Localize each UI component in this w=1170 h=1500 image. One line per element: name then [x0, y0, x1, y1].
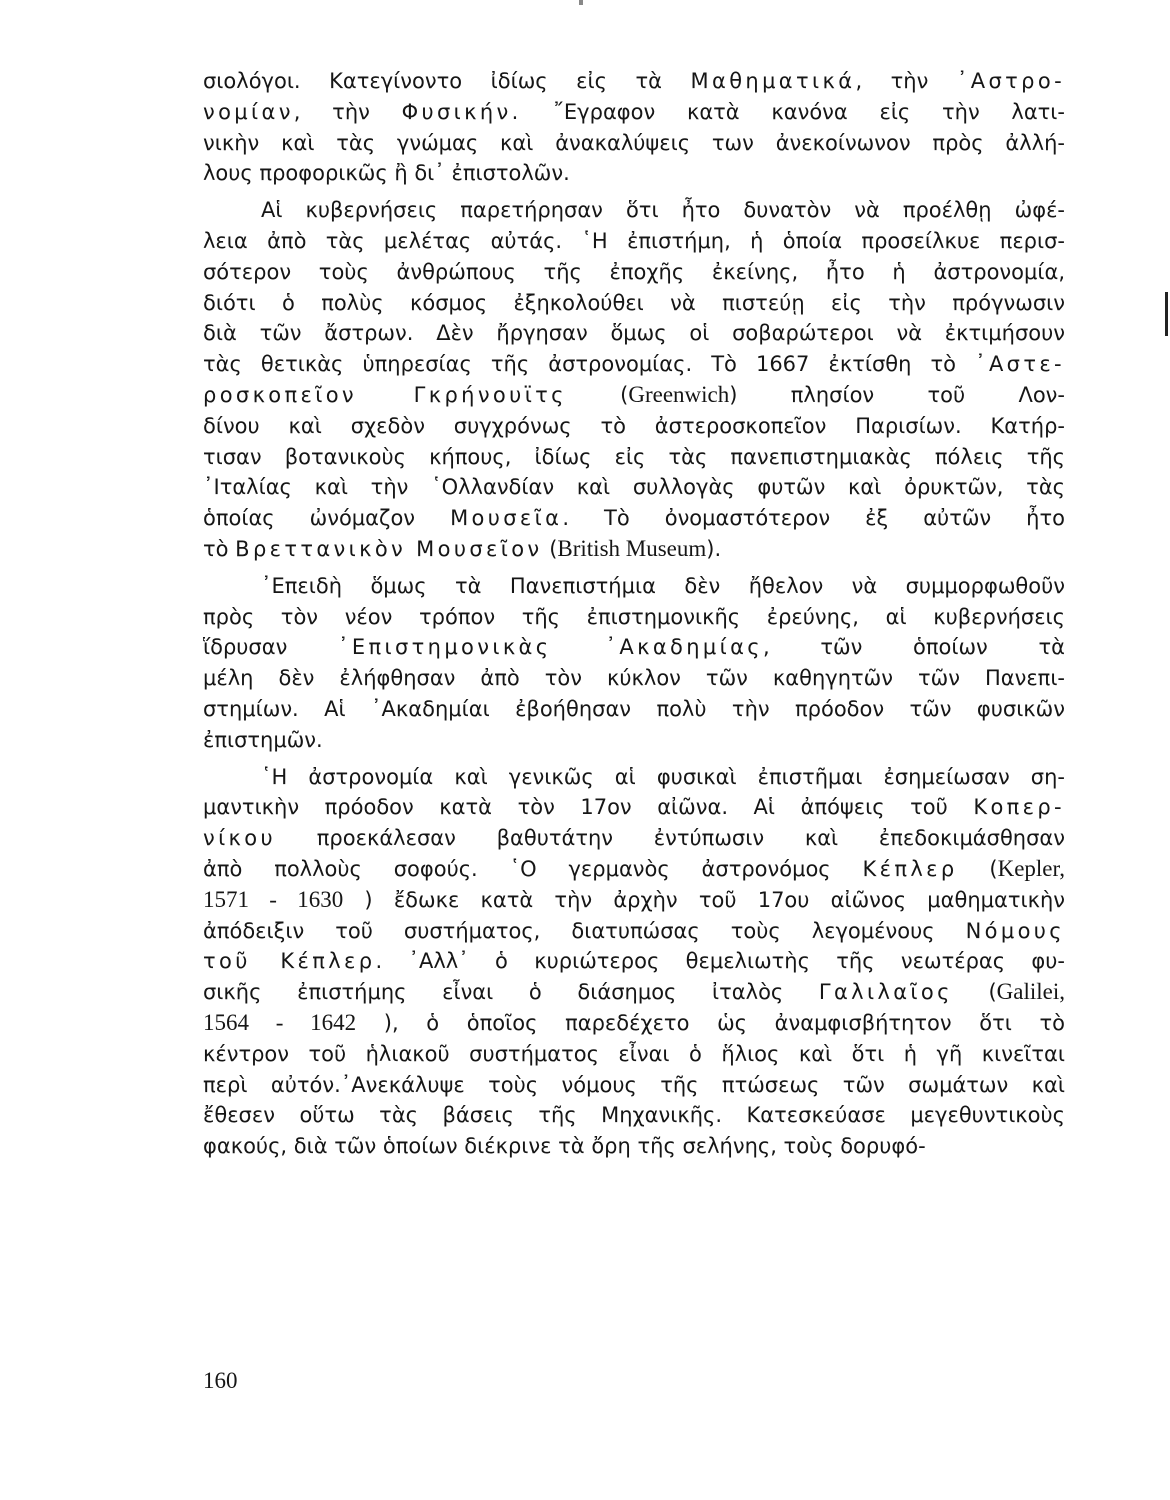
text-run: ῎Εγραφον κατὰ κανόνα εἰς τὴν λατι- — [521, 99, 1065, 124]
text-run: φακούς, διὰ τῶν ὁποίων διέκρινε τὰ ὄρη τῆς σελήνης, τοὺς δορυφό- — [203, 1134, 926, 1159]
text-line — [203, 1100, 1065, 1131]
text-line — [203, 725, 1065, 756]
text-line — [203, 442, 1065, 473]
text-line — [203, 380, 1065, 411]
latin-term: Galilei, — [996, 979, 1065, 1005]
page-number: 160 — [203, 1368, 238, 1393]
emphasized-term: ᾿Αστε- — [975, 352, 1065, 377]
text-run: σότερον τοὺς ἀνθρώπους τῆς ἐποχῆς ἐκείνης, ἦτο ἡ ἀστρονομία, — [203, 259, 1065, 284]
emphasized-term: Κοπερ- — [973, 795, 1065, 820]
text-run: ). — [706, 536, 722, 561]
emphasized-term: νίκου — [203, 826, 277, 851]
emphasized-term: Γαλιλαῖος — [818, 980, 953, 1005]
text-line — [203, 318, 1065, 349]
emphasized-term: ροσκοπεῖον Γκρήνουϊτς — [203, 382, 567, 407]
text-run: ), ὁ ὁποῖος παρεδέχετο ὡς ἀναμφισβήτητον ὅτι τὸ — [356, 1010, 1065, 1035]
text-line — [203, 885, 1065, 916]
text-line — [203, 257, 1065, 288]
text-line — [203, 66, 1065, 97]
emphasized-term: Φυσικήν. — [401, 99, 522, 124]
text-run: μαντικὴν πρόοδον κατὰ τὸν 17ον αἰῶνα. Αἱ ἀπόψεις τοῦ — [203, 795, 974, 820]
text-run: λους προφορικῶς ἢ δι᾿ ἐπιστολῶν. — [203, 161, 570, 186]
text-line — [203, 226, 1065, 257]
text-run: τὰς θετικὰς ὑπηρεσίας τῆς ἀστρονομίας. Τὸ 1667 ἐκτίσθη τὸ — [203, 352, 976, 377]
text-run: δίνου καὶ σχεδὸν συγχρόνως τὸ ἀστεροσκοπεῖον Παρισίων. Κατήρ- — [203, 413, 1065, 438]
text-line — [203, 694, 1065, 725]
text-run: μέλη δὲν ἐλήφθησαν ἀπὸ τὸν κύκλον τῶν καθηγητῶν τῶν Πανεπι- — [203, 666, 1065, 691]
emphasized-term: Νόμους — [965, 918, 1065, 943]
text-run: . Τὸ ὀνομαστότερον ἐξ αὐτῶν ἦτο — [562, 506, 1065, 531]
text-line — [203, 97, 1065, 128]
text-run: προεκάλεσαν βαθυτάτην ἐντύπωσιν καὶ ἐπεδοκιμάσθησαν — [276, 826, 1065, 851]
text-run: τισαν βοτανικοὺς κήπους, ἰδίως εἰς τὰς πανεπιστημιακὰς πόλεις τῆς — [203, 444, 1065, 469]
text-run: ἔθεσεν οὕτω τὰς βάσεις τῆς Μηχανικῆς. Κατεσκεύασε μεγεθυντικοὺς — [203, 1103, 1065, 1128]
text-run: πρὸς τὸν νέον τρόπον τῆς ἐπιστημονικῆς ἐρεύνης, αἱ κυβερνήσεις — [203, 604, 1065, 629]
text-line — [203, 349, 1065, 380]
text-run: ἵδρυσαν — [203, 635, 339, 660]
body-text — [203, 66, 1065, 1162]
text-line — [203, 1070, 1065, 1101]
text-run: , τῶν ὁποίων τὰ — [762, 635, 1065, 660]
emphasized-term: Μουσεῖα — [450, 506, 563, 531]
latin-term: Greenwich — [628, 381, 730, 407]
text-run: ᾿Επειδὴ ὅμως τὰ Πανεπιστήμια δὲν ἤθελον νὰ συμμορφωθοῦν — [261, 573, 1065, 598]
text-line — [203, 571, 1065, 602]
text-line — [203, 128, 1065, 159]
text-line — [203, 158, 1065, 189]
text-line — [203, 503, 1065, 534]
text-run: ἀπὸ πολλοὺς σοφούς. ῾Ο γερμανὸς ἀστρονόμος — [203, 856, 863, 881]
emphasized-term: Βρεττανικὸν Μουσεῖον — [235, 536, 543, 561]
text-line — [203, 823, 1065, 854]
text-run: ᾿Ιταλίας καὶ τὴν ῾Ολλανδίαν καὶ συλλογὰς φυτῶν καὶ ὀρυκτῶν, τὰς — [203, 475, 1065, 500]
text-line — [203, 762, 1065, 793]
text-run: νικὴν καὶ τὰς γνώμας καὶ ἀνακαλύψεις των ἀνεκοίνωνον πρὸς ἀλλή- — [203, 130, 1065, 155]
text-run: διὰ τῶν ἄστρων. Δὲν ἤργησαν ὅμως οἱ σοβαρώτεροι νὰ ἐκτιμήσουν — [203, 321, 1065, 346]
text-run: , τὴν — [293, 99, 402, 124]
text-line — [203, 195, 1065, 226]
text-run: ῾Η ἀστρονομία καὶ γενικῶς αἱ φυσικαὶ ἐπιστῆμαι ἐσημείωσαν ση- — [261, 764, 1065, 789]
text-line — [203, 472, 1065, 503]
text-line — [203, 632, 1065, 663]
text-line — [203, 534, 1065, 565]
text-run: ὁποίας ὠνόμαζον — [203, 506, 451, 531]
paragraph — [203, 571, 1065, 756]
text-line — [203, 916, 1065, 947]
emphasized-term: Μαθηματικά — [690, 69, 856, 93]
text-line — [203, 1039, 1065, 1070]
emphasized-term: τοῦ Κέπλερ — [203, 949, 376, 974]
text-run: ) ἔδωκε κατὰ τὴν ἀρχὴν τοῦ 17ου αἰῶνος μαθηματικὴν — [343, 887, 1065, 912]
text-line — [203, 411, 1065, 442]
text-run: ( — [566, 382, 629, 407]
text-run: ἀπόδειξιν τοῦ συστήματος, διατυπώσας τοὺς λεγομένους — [203, 918, 966, 943]
paragraph — [203, 195, 1065, 565]
text-line — [203, 792, 1065, 823]
scan-speck — [579, 0, 583, 5]
text-run: διότι ὁ πολὺς κόσμος ἐξηκολούθει νὰ πιστεύῃ εἰς τὴν πρόγνωσιν — [203, 290, 1065, 315]
text-line — [203, 1131, 1065, 1162]
text-line — [203, 854, 1065, 885]
text-line — [203, 977, 1065, 1008]
latin-term: 1571 - 1630 — [203, 886, 344, 912]
text-run: στημίων. Αἱ ᾿Ακαδημίαι ἐβοήθησαν πολὺ τὴν πρόοδον τῶν φυσικῶν — [203, 696, 1065, 721]
latin-term: 1564 - 1642 — [203, 1009, 357, 1035]
latin-term: British Museum — [557, 535, 707, 561]
paragraph — [203, 66, 1065, 189]
text-run: ( — [542, 536, 558, 561]
text-run: , τὴν — [855, 69, 957, 93]
text-run: ( — [957, 856, 998, 881]
text-line — [203, 946, 1065, 977]
text-run: Αἱ κυβερνήσεις παρετήρησαν ὅτι ἦτο δυνατὸν νὰ προέλθῃ ὠφέ- — [261, 198, 1065, 223]
text-line — [203, 602, 1065, 633]
emphasized-term: νομίαν — [203, 99, 294, 124]
text-run: λεια ἀπὸ τὰς μελέτας αὐτάς. ῾Η ἐπιστήμη, ἡ ὁποία προσείλκυε περισ- — [203, 228, 1065, 253]
emphasized-term: ᾿Αστρο- — [956, 69, 1065, 93]
latin-term: Kepler, — [997, 855, 1065, 881]
paragraph — [203, 762, 1065, 1162]
text-run: σικῆς ἐπιστήμης εἶναι ὁ διάσημος ἰταλὸς — [203, 980, 819, 1005]
scan-edge-mark — [1165, 292, 1168, 336]
text-run: . ᾿Αλλ᾿ ὁ κυριώτερος θεμελιωτὴς τῆς νεωτέρας φυ- — [375, 949, 1065, 974]
text-line — [203, 663, 1065, 694]
text-run: περὶ αὐτόν.᾿Ανεκάλυψε τοὺς νόμους τῆς πτώσεως τῶν σωμάτων καὶ — [203, 1072, 1065, 1097]
emphasized-term: Κέπλερ — [862, 856, 958, 881]
text-run: ) πλησίον τοῦ Λον- — [729, 382, 1065, 407]
text-line — [203, 288, 1065, 319]
text-run: τὸ — [203, 536, 236, 561]
text-run: κέντρον τοῦ ἡλιακοῦ συστήματος εἶναι ὁ ἥλιος καὶ ὅτι ἡ γῆ κινεῖται — [203, 1041, 1065, 1066]
emphasized-term: ᾿Επιστημονικὰς ᾿Ακαδημίας — [338, 635, 763, 660]
text-run: ( — [952, 980, 997, 1005]
text-line — [203, 1008, 1065, 1039]
text-run: σιολόγοι. Κατεγίνοντο ἰδίως εἰς τὰ — [203, 69, 691, 93]
text-run: ἐπιστημῶν. — [203, 727, 323, 752]
